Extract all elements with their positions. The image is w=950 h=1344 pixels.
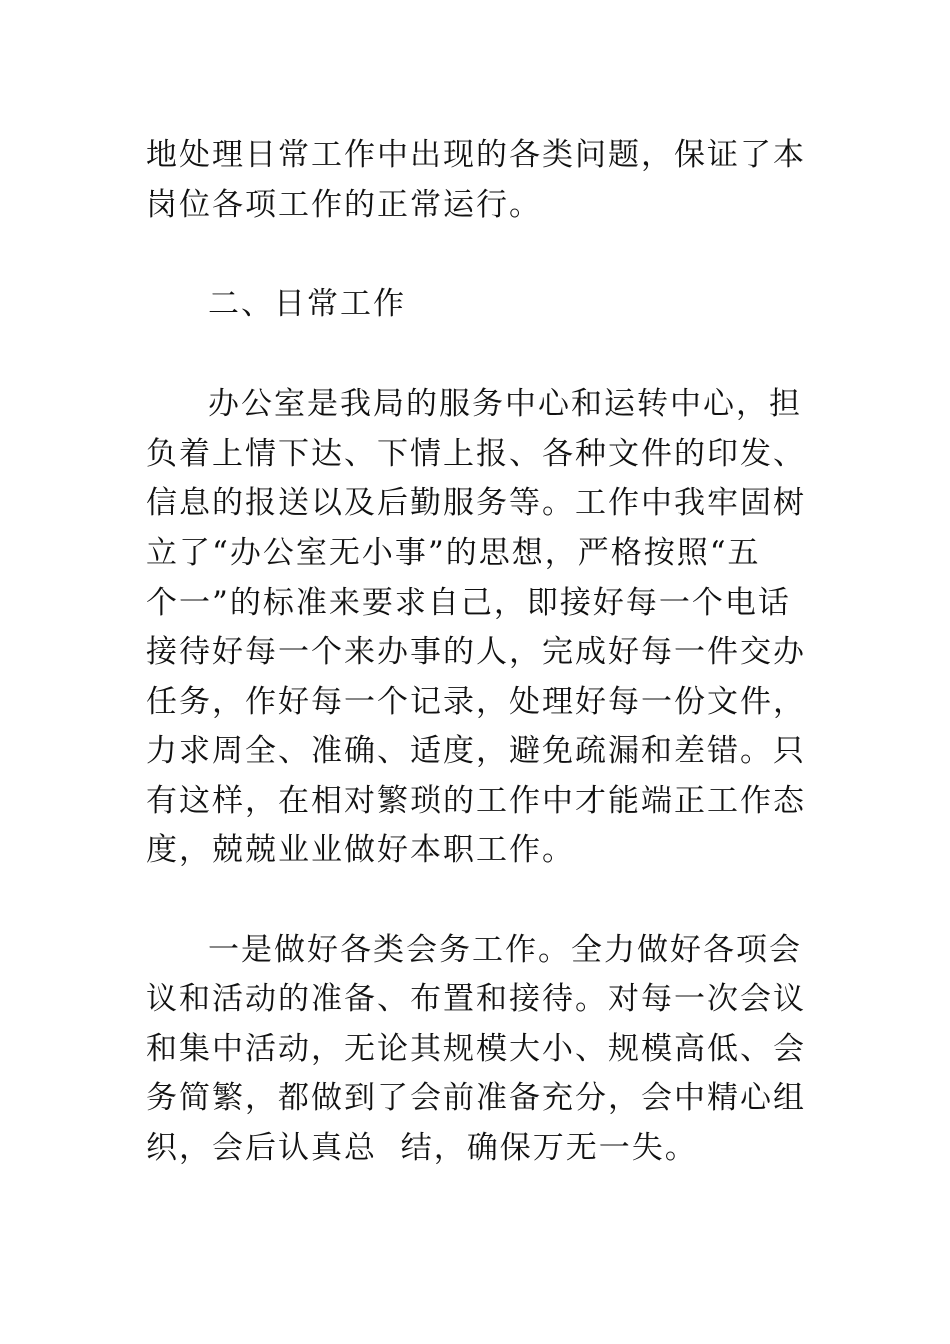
paragraph-line: 议和活动的准备、布置和接待。对每一次会议: [146, 981, 806, 1017]
paragraph-line: 地处理日常工作中出现的各类问题，保证了本: [146, 137, 806, 173]
paragraph-line: 信息的报送以及后勤服务等。工作中我牢固树: [146, 485, 806, 521]
paragraph-line: 有这样，在相对繁琐的工作中才能端正工作态: [146, 783, 806, 819]
paragraph-line: 个一”的标准来要求自己，即接好每一个电话: [146, 585, 791, 621]
paragraph-line: 办公室是我局的服务中心和运转中心，担: [208, 386, 802, 422]
paragraph-line: 和集中活动，无论其规模大小、规模高低、会: [146, 1031, 806, 1067]
section-heading: 二、日常工作: [208, 286, 406, 322]
paragraph-line: 接待好每一个来办事的人，完成好每一件交办: [146, 634, 806, 670]
paragraph-line: 立了“办公室无小事”的思想，严格按照“五: [146, 535, 761, 571]
paragraph-line: 岗位各项工作的正常运行。: [146, 187, 542, 223]
paragraph-line: 负着上情下达、下情上报、各种文件的印发、: [146, 436, 806, 472]
paragraph-line: 任务，作好每一个记录，处理好每一份文件，: [146, 684, 806, 720]
paragraph-line: 织，会后认真总 结，确保万无一失。: [146, 1130, 698, 1166]
paragraph-line: 度，兢兢业业做好本职工作。: [146, 832, 575, 868]
paragraph-line: 务简繁，都做到了会前准备充分，会中精心组: [146, 1080, 806, 1116]
paragraph-line: 一是做好各类会务工作。全力做好各项会: [208, 932, 802, 968]
paragraph-line: 力求周全、准确、适度，避免疏漏和差错。只: [146, 733, 806, 769]
